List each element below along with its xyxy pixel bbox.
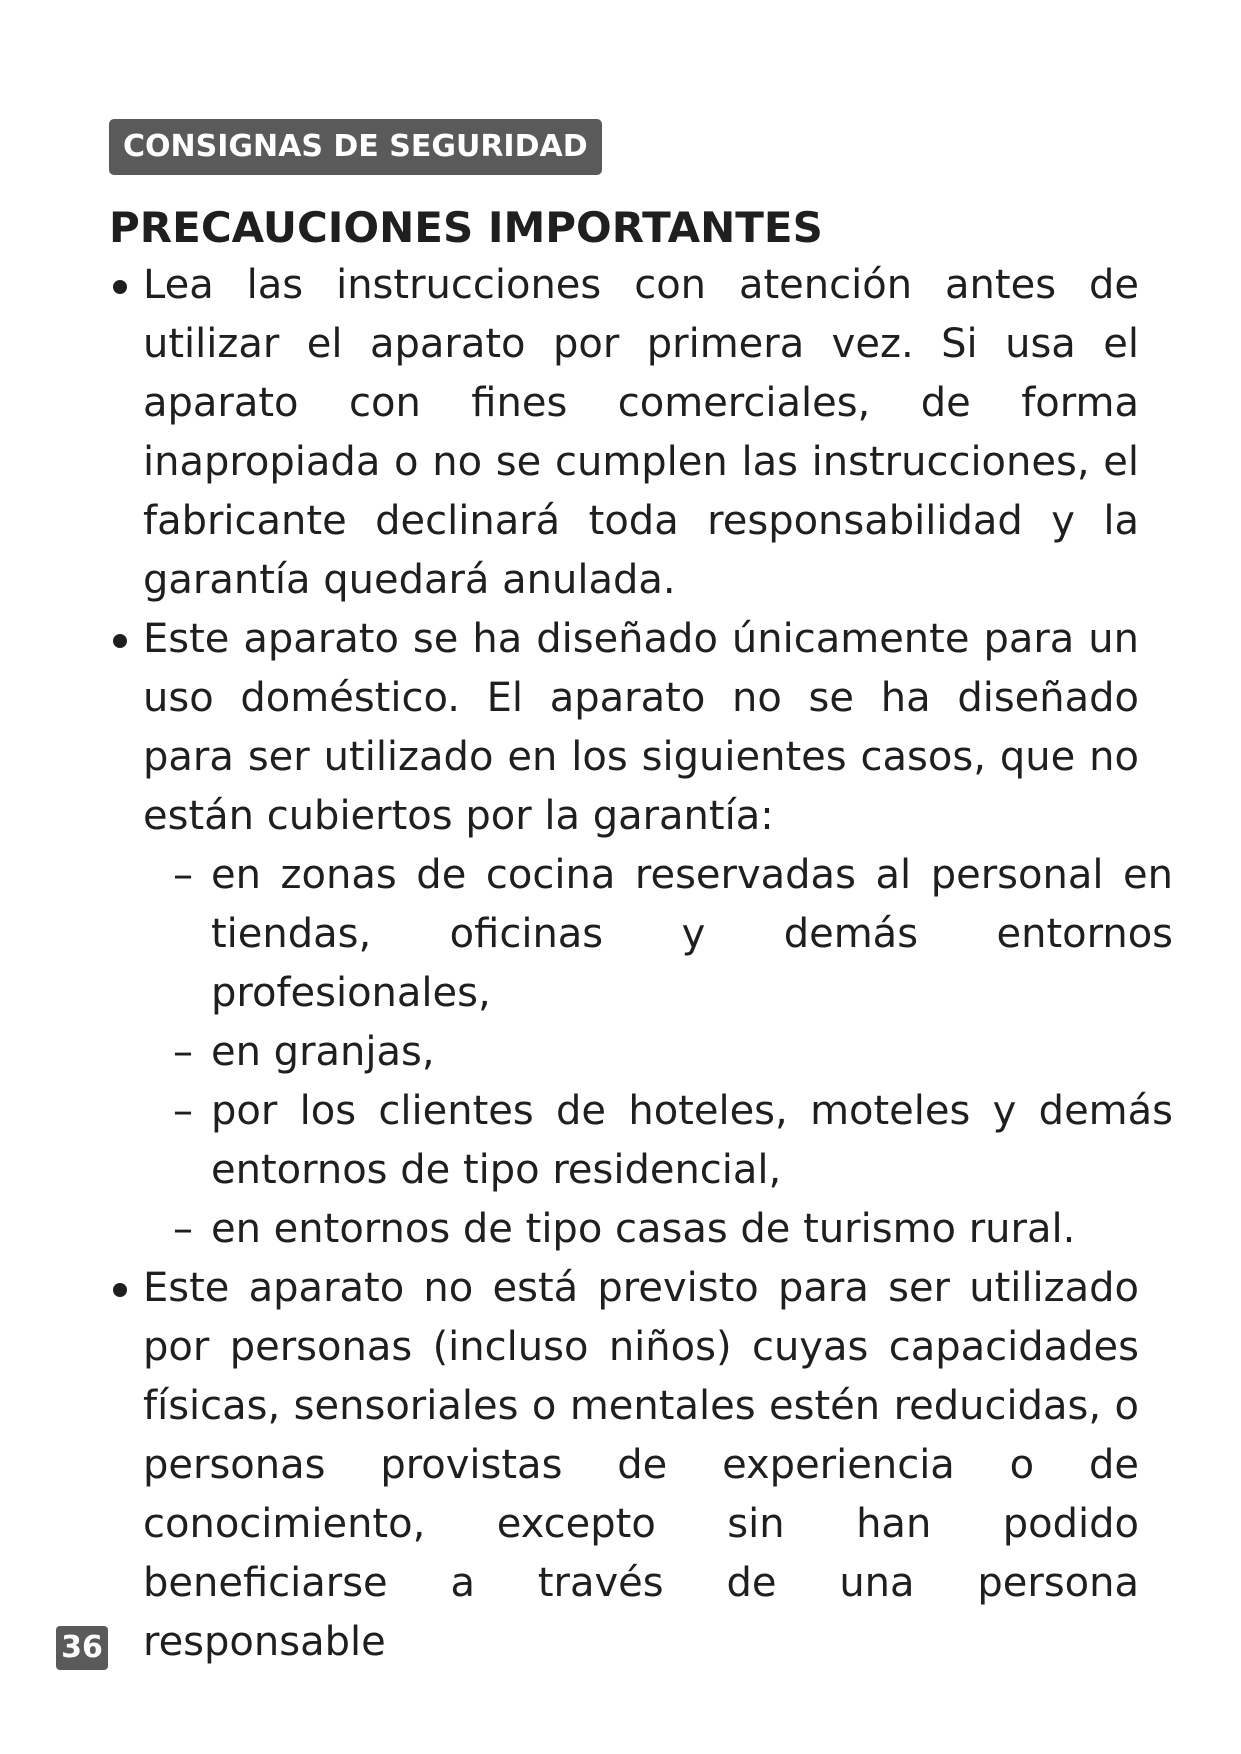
list-item-text: Lea las instrucciones con atención antes de utilizar el aparato por primera vez. Si usa el aparato con fines comerciales, de forma inapropiada o no se cumplen las instrucciones, el fabricante declinará toda responsabilidad y la garantía quedará anulada. [143, 262, 1139, 603]
list-item-text: Este aparato no está previsto para ser utilizado por personas (incluso niños) cuyas capacidades físicas, sensoriales o mentales estén reducidas, o personas provistas de experiencia o de conocimiento, excepto sin han podido beneficiarse a través de una persona responsable [143, 1265, 1139, 1665]
sub-list [173, 846, 1173, 1259]
sub-list-item-text: en granjas, [211, 1029, 435, 1075]
sub-list-item [173, 1200, 1173, 1259]
sub-list-item [173, 846, 1173, 1023]
dash-marker: – [173, 852, 193, 898]
page-number: 36 [56, 1626, 108, 1670]
page-title: PRECAUCIONES IMPORTANTES [109, 203, 823, 252]
sub-list-item-text: en zonas de cocina reservadas al personal en tiendas, oficinas y demás entornos profesionales, [211, 852, 1173, 1016]
sub-list-item [173, 1082, 1173, 1200]
dash-marker: – [173, 1029, 193, 1075]
list-item [109, 256, 1139, 610]
list-item [109, 1259, 1139, 1672]
bullet-dot-icon [113, 1283, 127, 1297]
list-item [109, 610, 1173, 1259]
dash-marker: – [173, 1088, 193, 1134]
sub-list-item [173, 1023, 1173, 1082]
section-label: CONSIGNAS DE SEGURIDAD [109, 119, 602, 175]
bullet-dot-icon [113, 634, 127, 648]
list-item-text: Este aparato se ha diseñado únicamente para un uso doméstico. El aparato no se ha diseñado para ser utilizado en los siguientes casos, que no están cubiertos por la garantía: [143, 616, 1139, 839]
sub-list-item-text: por los clientes de hoteles, moteles y demás entornos de tipo residencial, [211, 1088, 1173, 1193]
bullet-dot-icon [113, 280, 127, 294]
sub-list-item-text: en entornos de tipo casas de turismo rural. [211, 1206, 1076, 1252]
dash-marker: – [173, 1206, 193, 1252]
precautions-list [109, 256, 1173, 1672]
